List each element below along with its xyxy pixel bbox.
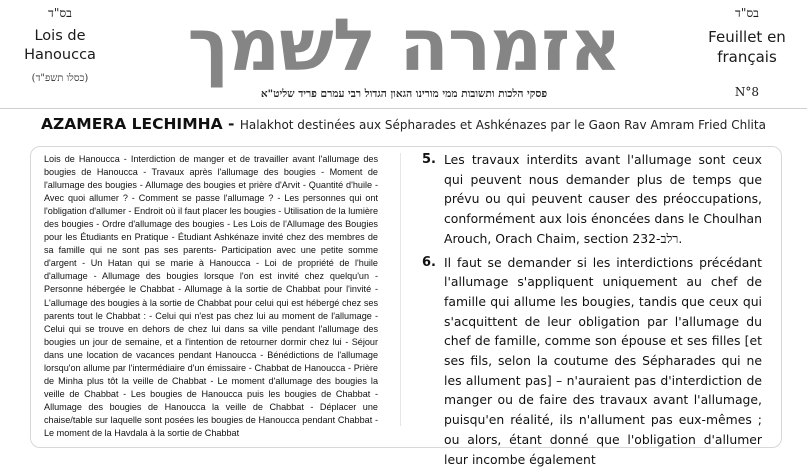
numbered-paragraph bbox=[422, 253, 762, 469]
toc-item: Un Hatan qui se marie à Hanoucca bbox=[90, 258, 251, 269]
toc-separator: - bbox=[136, 180, 146, 191]
toc-item: Travaux après l'allumage des bougies bbox=[151, 167, 316, 178]
title-banner bbox=[0, 114, 807, 133]
paragraph-number: 5. bbox=[422, 152, 436, 167]
toc-separator: - bbox=[125, 206, 135, 217]
publication-subtitle: Halakhot destinées aux Sépharades et Ashkénazes par le Gaon Rav Amram Fried Chlita bbox=[239, 118, 766, 132]
toc-item: Séjour dans une location de vacances pendant Hanoucca bbox=[44, 336, 378, 360]
toc-separator: - bbox=[168, 232, 178, 243]
toc-separator: - bbox=[119, 154, 131, 164]
toc-item: Prière de Minha plus tôt la veille de Chabbat bbox=[44, 362, 378, 386]
paragraph-number: 6. bbox=[422, 254, 436, 270]
main-text-column bbox=[422, 150, 762, 467]
banner-dash: - bbox=[222, 115, 240, 133]
toc-item: Les personnes qui ont l'obligation d'allumer bbox=[44, 193, 378, 217]
toc-separator: - bbox=[174, 284, 185, 295]
logo-title: אזמרה לשמך bbox=[187, 3, 621, 87]
hebrew-date: (כסלו תשפ"ד) bbox=[31, 73, 89, 84]
toc-separator: - bbox=[371, 284, 379, 295]
header-right-box bbox=[687, 0, 807, 112]
toc-separator: - bbox=[369, 271, 378, 282]
header-left-box bbox=[0, 0, 120, 112]
toc-item: Moment de l'allumage des bougies bbox=[44, 167, 378, 191]
toc-item: Quantité d'huile bbox=[308, 180, 373, 191]
toc-separator: - bbox=[224, 219, 233, 230]
toc-separator: - bbox=[372, 180, 378, 191]
toc-separator: - bbox=[250, 258, 265, 269]
toc-separator: - bbox=[76, 258, 91, 269]
hebrew-subtitle: פסקי הלכות ותשובות ממי מורינו הגאון הגדול רבי עמרם פריד שליט"א bbox=[260, 88, 548, 100]
toc-item: Interdiction de manger et de travailler avant l'allumage des bougies de Hanoucca bbox=[44, 154, 378, 178]
toc-separator: - bbox=[370, 388, 379, 399]
toc-item: Avec quoi allumer ? bbox=[44, 193, 128, 204]
toc-separator: - bbox=[341, 336, 352, 347]
masthead bbox=[130, 3, 678, 87]
toc-separator: - bbox=[206, 375, 218, 386]
toc-item: Endroit où il faut placer les bougies bbox=[134, 206, 276, 217]
toc-separator: - bbox=[145, 310, 156, 321]
toc-separator: - bbox=[345, 362, 354, 373]
hebrew-date-text: כסלו תשפ"ד bbox=[35, 73, 85, 84]
column-divider bbox=[400, 153, 401, 426]
toc-item: Allumage des bougies de Hanoucca la veille de Chabbat bbox=[44, 401, 304, 412]
table-of-contents bbox=[44, 153, 379, 438]
toc-item: Le moment de la Havdala à la sortie de Chabbat bbox=[44, 427, 240, 438]
toc-separator: - bbox=[315, 167, 330, 178]
toc-separator: - bbox=[273, 193, 285, 204]
toc-item: Bénédictions de l'allumage lorsqu'on allume par l'intermédiaire d'un émissaire bbox=[44, 349, 378, 373]
toc-separator: - bbox=[303, 401, 320, 412]
toc-separator: - bbox=[275, 206, 284, 217]
toc-item: Allumage des bougies et prière d'Arvit bbox=[145, 180, 300, 191]
toc-item: L'allumage des bougies à la sortie de Chabbat pour celui qui est hébergé chez ses parents tout le Chabbat : bbox=[44, 297, 378, 321]
header-divider bbox=[0, 108, 807, 109]
paragraph-text: Les travaux interdits avant l'allumage sont ceux qui peuvent nous demander plus de temps que prévu ou qui peuvent causer des préoccupations, conformément aux lois énoncées dans le Choulhan Arouch, Orach Chaim, section 232- bbox=[444, 152, 762, 246]
toc-item: Comment se passe l'allumage ? bbox=[138, 193, 274, 204]
publication-title: AZAMERA LECHIMHA bbox=[41, 115, 223, 133]
toc-item: Celui qui n'est pas chez lui au moment de l'allumage bbox=[155, 310, 372, 321]
toc-item: Étudiant Ashkénaze invité chez des membres de sa famille qui ne sont pas ses parents- Participation avec une petite somme d'argent bbox=[44, 232, 378, 269]
paragraph-text: Il faut se demander si les interdictions précédant l'allumage s'appliquent uniquement au chef de famille qui allume les bougies, tandis que ceux qui s'acquittent de leur obligation par l'allumage du chef de famille, comme son épouse et ses filles [et ses fils, selon la coutume des Sépharades qui ne les allument pas] – n'auraient pas d'interdiction de manger ou de faire des travaux avant l'allumage, puisqu'en réalité, ils n'allument pas eux-mêmes ; ou alors, étant donné que l'obligation d'allumer leur incombe également bbox=[444, 254, 762, 467]
toc-separator: - bbox=[299, 180, 309, 191]
toc-separator: - bbox=[118, 388, 131, 399]
toc-item: Chabbat de Hanoucca bbox=[254, 362, 346, 373]
bsd-label-left: בס"ד bbox=[48, 6, 72, 20]
toc-item: Déplacer une chaise/table sur laquelle sont posées les bougies de Hanoucca pendant Chabbat bbox=[44, 401, 378, 425]
issue-number: N°8 bbox=[734, 85, 760, 99]
toc-item: Les bougies de Hanoucca puis les bougies de Chabbat bbox=[130, 388, 371, 399]
language-label-line1: Feuillet en bbox=[708, 28, 786, 46]
toc-item: Celui qui se trouve en dehors de chez lui dans sa ville pendant l'allumage des bougies un jour de semaine, et a l'intention de retourner dormir chez lui bbox=[44, 323, 378, 347]
toc-item: Allumage des bougies lorsque l'on est invité chez quelqu'un bbox=[102, 271, 370, 282]
toc-item: Allumage à la sortie de Chabbat pour l'invité bbox=[184, 284, 372, 295]
toc-separator: - bbox=[127, 193, 139, 204]
toc-item: Utilisation de la lumière des bougies bbox=[44, 206, 379, 230]
toc-item: Personne hébergée le Chabbat bbox=[44, 284, 175, 295]
language-label-line2: français bbox=[717, 48, 777, 66]
topic-title-line2: Hanoucca bbox=[24, 47, 96, 63]
toc-separator: - bbox=[87, 271, 103, 282]
toc-separator: - bbox=[371, 310, 379, 321]
toc-separator: - bbox=[93, 219, 103, 230]
topic-title-line1: Lois de bbox=[34, 28, 86, 44]
toc-item: Le moment d'allumage des bougies la veille de Chabbat bbox=[44, 375, 378, 399]
toc-item: Lois de Hanoucca bbox=[44, 154, 120, 164]
toc-item: Loi de propriété de l'huile d'allumage bbox=[44, 258, 378, 282]
toc-separator: - bbox=[372, 414, 378, 425]
toc-separator: - bbox=[137, 167, 152, 178]
toc-separator: - bbox=[246, 362, 255, 373]
numbered-paragraph: 5. Les travaux interdits avant l'allumage sont ceux qui peuvent nous demander plus de temps que prévu ou qui peuvent causer des préoccupations, conformément aux lois énoncées dans le Choulhan Arouch, Orach Chaim, section 232-רלב. bbox=[422, 152, 762, 246]
toc-separator: - bbox=[256, 349, 268, 360]
bsd-label-right: בס"ד bbox=[735, 6, 759, 20]
toc-item: Ordre d'allumage des bougies bbox=[102, 219, 225, 230]
toc-item: Les Lois de l'Allumage des Bougies pour les Étudiants en Pratique bbox=[44, 219, 378, 243]
hebrew-section-ref: רלב bbox=[660, 230, 679, 246]
